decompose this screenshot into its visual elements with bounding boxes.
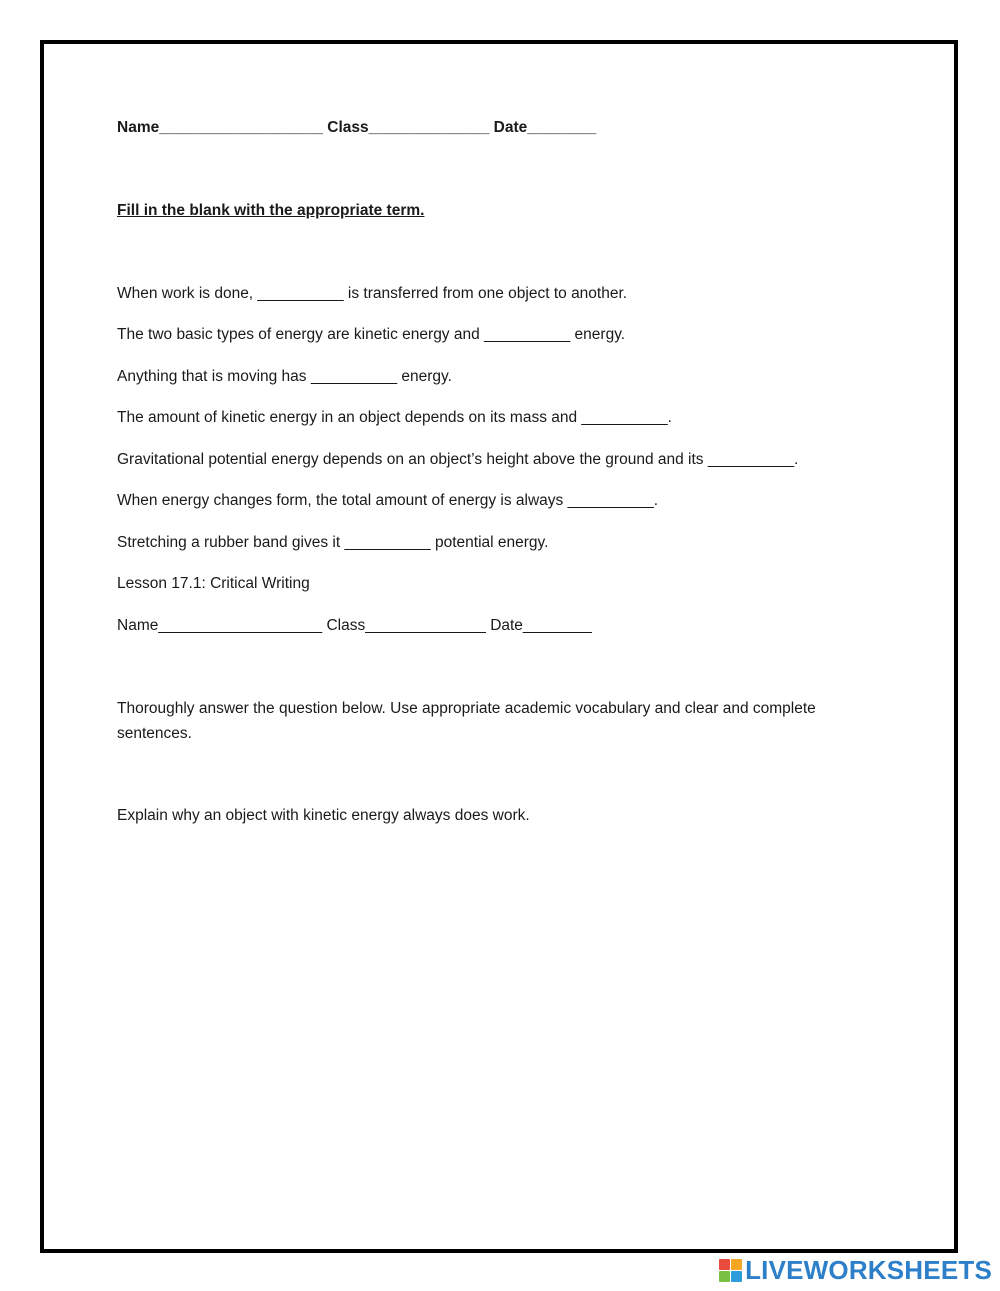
writing-directions: Thoroughly answer the question below. Use appropriate academic vocabulary and clear and complete sentences. bbox=[117, 700, 816, 742]
question-7: Stretching a rubber band gives it __________ potential energy. bbox=[117, 534, 549, 551]
page-border bbox=[40, 40, 958, 1253]
question-3: Anything that is moving has __________ energy. bbox=[117, 368, 452, 385]
logo-block bbox=[719, 1271, 730, 1282]
logo-text: LIVEWORKSHEETS bbox=[745, 1254, 992, 1285]
question-6: When energy changes form, the total amount of energy is always __________. bbox=[117, 492, 659, 509]
name-class-date-line-2: Name___________________ Class______________ Date________ bbox=[117, 617, 592, 634]
logo-block bbox=[731, 1259, 742, 1270]
lesson-title: Lesson 17.1: Critical Writing bbox=[117, 575, 310, 592]
question-4: The amount of kinetic energy in an object depends on its mass and __________. bbox=[117, 409, 672, 426]
question-2: The two basic types of energy are kinetic energy and __________ energy. bbox=[117, 326, 626, 343]
question-5: Gravitational potential energy depends on an object’s height above the ground and its __________. bbox=[117, 451, 799, 468]
instructions-heading: Fill in the blank with the appropriate term. bbox=[117, 202, 425, 219]
logo-block bbox=[731, 1271, 742, 1282]
liveworksheets-logo[interactable] bbox=[719, 1254, 992, 1285]
logo-blocks-icon bbox=[719, 1259, 742, 1282]
question-1: When work is done, __________ is transferred from one object to another. bbox=[117, 285, 628, 302]
writing-prompt: Explain why an object with kinetic energy always does work. bbox=[117, 807, 530, 824]
logo-block bbox=[719, 1259, 730, 1270]
name-class-date-line: Name___________________ Class______________ Date________ bbox=[117, 119, 597, 136]
